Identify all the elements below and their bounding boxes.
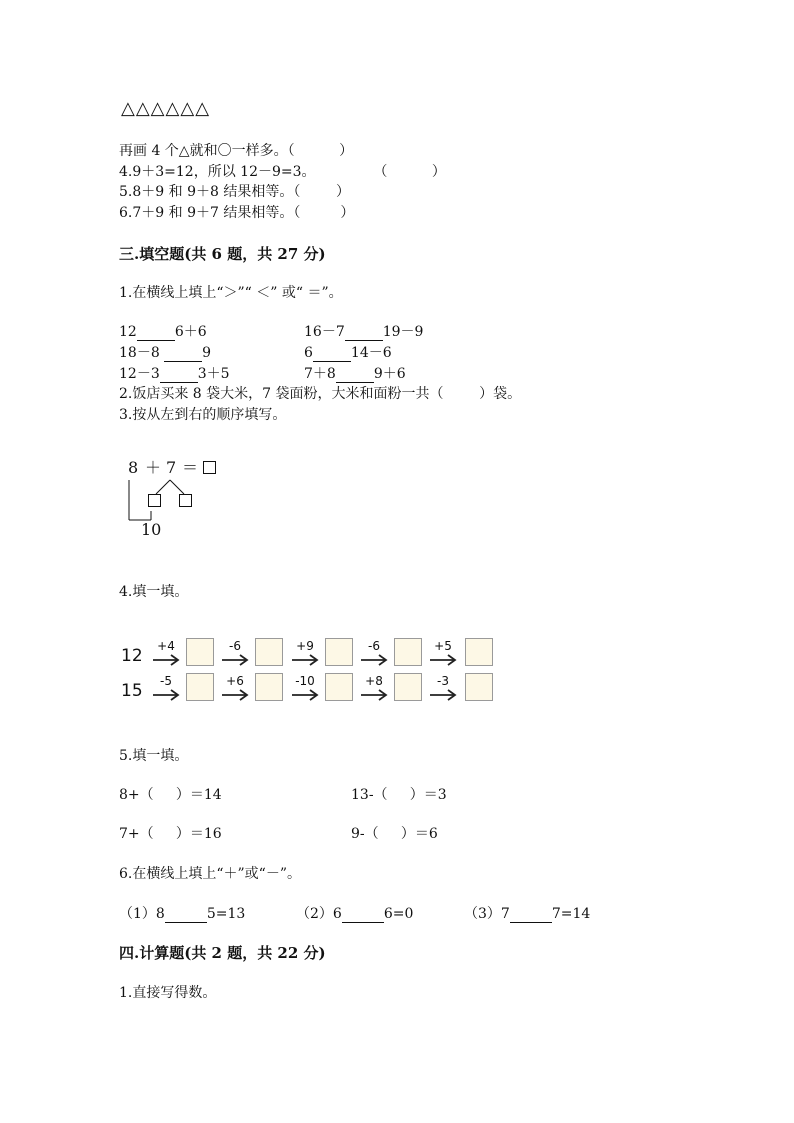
answer-blank[interactable]: [345, 326, 383, 341]
fill-item: 9-（ ）＝6: [351, 826, 438, 842]
answer-box[interactable]: [255, 673, 283, 701]
step-label: -10: [295, 674, 315, 688]
question-text: 4.填一填。: [119, 584, 189, 600]
answer-box[interactable]: [394, 673, 422, 701]
right-arrow-icon: [428, 685, 458, 705]
right-arrow-icon: [428, 650, 458, 670]
judgment-item: 5.8＋9 和 9＋8 结果相等。（ ）: [119, 184, 350, 200]
answer-box[interactable]: [465, 673, 493, 701]
question-text: 6.在横线上填上“＋”或“－”。: [119, 866, 301, 882]
step-label: +5: [434, 639, 452, 653]
answer-box[interactable]: [325, 673, 353, 701]
compare-right: 9: [202, 345, 212, 361]
diagram-split-box[interactable]: [148, 494, 161, 507]
compare-item: [304, 344, 392, 362]
compare-item: [119, 365, 230, 383]
diagram-ten: 10: [141, 520, 162, 539]
step-label: +4: [157, 639, 175, 653]
sign-suffix: 6=0: [383, 906, 414, 922]
judgment-item: 4.9＋3=12，所以 12－9=3。 （ ）: [119, 164, 446, 180]
step-label: -3: [437, 674, 449, 688]
answer-blank[interactable]: [510, 908, 552, 923]
answer-blank[interactable]: [137, 326, 175, 341]
right-arrow-icon: [220, 650, 250, 670]
step-label: +8: [365, 674, 383, 688]
section-heading: 三.填空题(共 6 题，共 27 分): [119, 245, 326, 263]
compare-item: [119, 323, 207, 341]
answer-blank[interactable]: [165, 908, 207, 923]
diagram-number: 8: [128, 458, 139, 477]
fill-item: 7+（ ）＝16: [119, 826, 222, 842]
right-arrow-icon: [359, 650, 389, 670]
question-text: 1.在横线上填上“＞”“ ＜” 或“ ＝”。: [119, 285, 343, 301]
compare-item: [304, 323, 423, 341]
right-arrow-icon: [290, 650, 320, 670]
compare-left: 7＋8: [304, 366, 336, 382]
step-label: -6: [368, 639, 380, 653]
question-text: 3.按从左到右的顺序填写。: [119, 407, 287, 423]
sign-item: [119, 905, 245, 923]
compare-item: [304, 365, 406, 383]
compare-right: 19－9: [382, 324, 424, 340]
sign-suffix: 7=14: [551, 906, 591, 922]
judgment-item: 6.7＋9 和 9＋7 结果相等。（ ）: [119, 205, 355, 221]
diagram-split-box[interactable]: [179, 494, 192, 507]
fill-item: 8+（ ）＝14: [119, 787, 222, 803]
right-arrow-icon: [290, 685, 320, 705]
compare-left: 16－7: [304, 324, 345, 340]
question-text: 1.直接写得数。: [119, 985, 217, 1001]
right-arrow-icon: [359, 685, 389, 705]
compare-right: 6＋6: [174, 324, 207, 340]
answer-blank[interactable]: [164, 347, 202, 362]
diagram-lines: [120, 470, 220, 530]
answer-blank[interactable]: [336, 368, 374, 383]
compare-right: 14－6: [350, 345, 392, 361]
answer-box[interactable]: [186, 638, 214, 666]
answer-blank[interactable]: [160, 368, 198, 383]
chain-start: 12: [121, 646, 143, 666]
answer-blank[interactable]: [313, 347, 351, 362]
step-label: +9: [296, 639, 314, 653]
compare-left: 6: [304, 345, 313, 361]
answer-box[interactable]: [186, 673, 214, 701]
right-arrow-icon: [151, 650, 181, 670]
sign-prefix: （1）8: [119, 906, 165, 922]
fill-item: 13-（ ）＝3: [351, 787, 447, 803]
sign-item: [464, 905, 590, 923]
compare-left: 12－3: [119, 366, 160, 382]
answer-blank[interactable]: [342, 908, 384, 923]
step-label: -6: [229, 639, 241, 653]
sign-prefix: （2）6: [296, 906, 342, 922]
diagram-operator: ＋: [145, 458, 162, 477]
diagram-number: 7: [166, 458, 177, 477]
section-heading: 四.计算题(共 2 题，共 22 分): [119, 944, 326, 962]
compare-left: 18－8: [119, 345, 165, 361]
answer-box[interactable]: [465, 638, 493, 666]
right-arrow-icon: [220, 685, 250, 705]
compare-right: 9＋6: [373, 366, 406, 382]
step-label: +6: [226, 674, 244, 688]
right-arrow-icon: [151, 685, 181, 705]
judgment-item: 再画 4 个△就和〇一样多。（ ）: [119, 143, 354, 159]
step-label: -5: [160, 674, 172, 688]
answer-box[interactable]: [394, 638, 422, 666]
answer-box[interactable]: [325, 638, 353, 666]
sign-prefix: （3）7: [464, 906, 510, 922]
triangles-row: △△△△△△: [121, 98, 211, 119]
answer-box[interactable]: [255, 638, 283, 666]
compare-left: 12: [119, 324, 137, 340]
compare-right: 3＋5: [197, 366, 230, 382]
chain-start: 15: [121, 681, 143, 701]
sign-item: [296, 905, 413, 923]
question-text: 2.饭店买来 8 袋大米，7 袋面粉，大米和面粉一共（ ）袋。: [119, 386, 522, 402]
compare-item: [119, 344, 211, 362]
diagram-equals: ＝: [182, 458, 199, 477]
sign-suffix: 5=13: [206, 906, 246, 922]
question-text: 5.填一填。: [119, 748, 189, 764]
